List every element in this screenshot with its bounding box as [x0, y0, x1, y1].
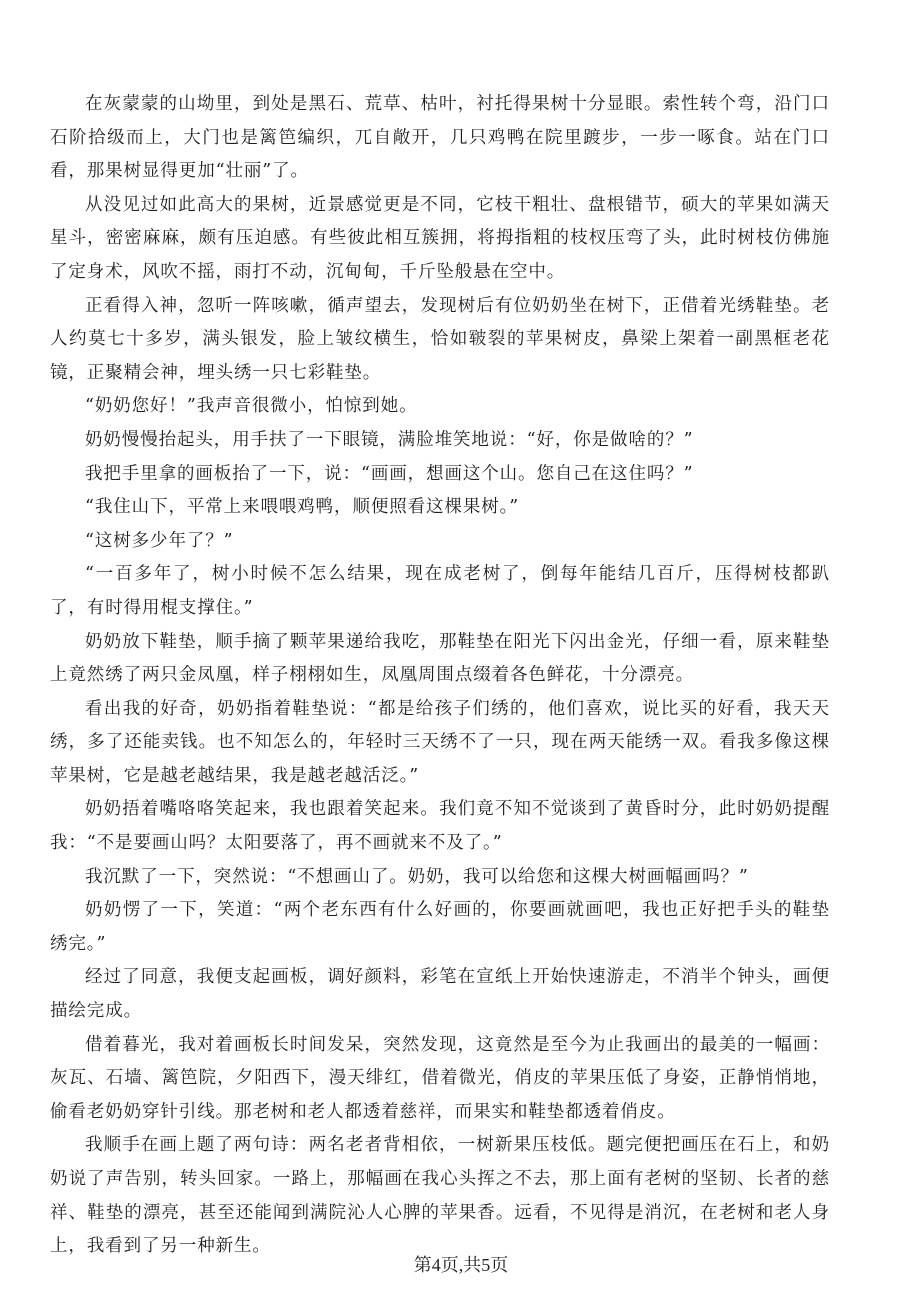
paragraph: 奶奶慢慢抬起头，用手扶了一下眼镜，满脸堆笑地说：“好，你是做啥的？” — [85, 429, 694, 450]
paragraph: 看出我的好奇，奶奶指着鞋垫说：“都是给孩子们绣的，他们喜欢，说比买的好看，我天天绣，多了还能卖钱。也不知怎么的，年轻时三天绣不了一只，现在两天能绣一双。看我多像这棵苹果树，它是越老越结果，我是越老越活泛。” — [50, 698, 830, 786]
paragraph: 奶奶放下鞋垫，顺手摘了颗苹果递给我吃，那鞋垫在阳光下闪出金光，仔细一看，原来鞋垫上竟然绣了两只金凤凰，样子栩栩如生，凤凰周围点缀着各色鲜花，十分漂亮。 — [50, 631, 830, 686]
paragraph: 奶奶捂着嘴咯咯笑起来，我也跟着笑起来。我们竟不知不觉谈到了黄昏时分，此时奶奶提醒我：“不是要画山吗？太阳要落了，再不画就来不及了。” — [50, 799, 830, 854]
paragraph: 奶奶愣了一下，笑道：“两个老东西有什么好画的，你要画就画吧，我也正好把手头的鞋垫绣完。” — [50, 900, 830, 954]
paragraph: “奶奶您好！”我声音很微小，怕惊到她。 — [85, 396, 418, 417]
paragraph: 借着暮光，我对着画板长时间发呆，突然发现，这竟然是至今为止我画出的最美的一幅画：灰瓦、石墙、篱笆院，夕阳西下，漫天绯红，借着微光，俏皮的苹果压低了身姿，正静悄悄地，偷看老奶奶穿针引线。那老树和老人都透着慈祥，而果实和鞋垫都透着俏皮。 — [50, 1034, 830, 1122]
page-number: 第4页,共5页 — [413, 1255, 509, 1275]
paragraph: 我把手里拿的画板抬了一下，说：“画画，想画这个山。您自己在这住吗？” — [85, 463, 694, 484]
paragraph: 我顺手在画上题了两句诗：两名老者背相依，一树新果压枝低。题完便把画压在石上，和奶奶说了声告别，转头回家。一路上，那幅画在我心头挥之不去，那上面有老树的坚韧、长者的慈祥、鞋垫的漂亮，甚至还能闻到满院沁人心脾的苹果香。远看，不见得是消沉，在老树和老人身上，我看到了另一种新生。 — [50, 1135, 830, 1257]
paragraph: 我沉默了一下，突然说：“不想画山了。奶奶，我可以给您和这棵大树画幅画吗？” — [85, 866, 749, 887]
paragraph: 正看得入神，忽听一阵咳嗽，循声望去，发现树后有位奶奶坐在树下，正借着光绣鞋垫。老人约莫七十多岁，满头银发，脸上皱纹横生，恰如皲裂的苹果树皮，鼻梁上架着一副黑框老花镜，正聚精会神，埋头绣一只七彩鞋垫。 — [50, 295, 830, 383]
paragraph: “这树多少年了？” — [85, 530, 234, 551]
paragraph: 经过了同意，我便支起画板，调好颜料，彩笔在宣纸上开始快速游走，不消半个钟头，画便描绘完成。 — [50, 967, 830, 1022]
document-body — [50, 88, 830, 1264]
paragraph: “一百多年了，树小时候不怎么结果，现在成老树了，倒每年能结几百斤，压得树枝都趴了，有时得用棍支撑住。” — [50, 564, 830, 618]
paragraph: “我住山下，平常上来喂喂鸡鸭，顺便照看这棵果树。” — [85, 497, 520, 518]
paragraph: 从没见过如此高大的果树，近景感觉更是不同，它枝干粗壮、盘根错节，硕大的苹果如满天星斗，密密麻麻，颇有压迫感。有些彼此相互簇拥，将拇指粗的枝杈压弯了头，此时树枝仿佛施了定身术，风吹不摇，雨打不动，沉甸甸，千斤坠般悬在空中。 — [50, 194, 830, 282]
paragraph: 在灰蒙蒙的山坳里，到处是黑石、荒草、枯叶，衬托得果树十分显眼。索性转个弯，沿门口石阶拾级而上，大门也是篱笆编织，兀自敞开，几只鸡鸭在院里踱步，一步一啄食。站在门口看，那果树显得更加“壮丽”了。 — [50, 94, 830, 182]
